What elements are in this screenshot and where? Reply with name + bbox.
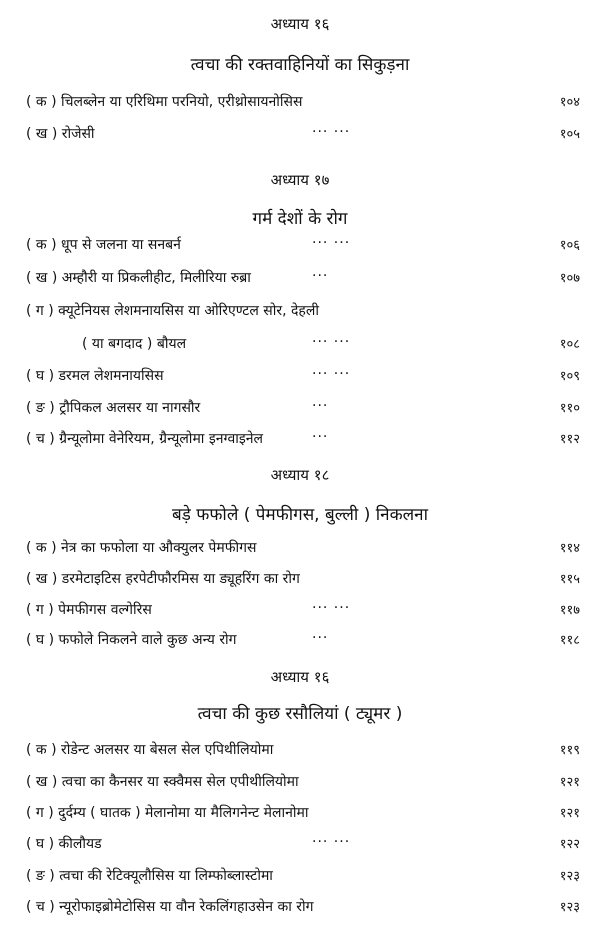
entry-label: ( च ) ग्रैन्यूलोमा वेनेरियम, ग्रैन्यूलोमा इनग्वाइनेल xyxy=(26,431,264,447)
chapter-heading: अध्याय १६ xyxy=(270,15,330,33)
chapter-heading: अध्याय १६ xyxy=(270,668,330,686)
entry-label: ( क ) रोडेन्ट अलसर या बेसल सेल एपिथीलियोमा xyxy=(26,742,274,758)
entry-page-number: १२३ xyxy=(559,900,580,915)
toc-entry xyxy=(0,235,600,261)
entry-label: ( घ ) कीलौयड xyxy=(26,836,102,852)
entry-label: ( ग ) क्यूटेनियस लेशमनायसिस या ओरिएण्टल सोर, देहली xyxy=(26,303,319,319)
entry-label: ( ङ ) ट्रौपिकल अलसर या नागसौर xyxy=(26,400,201,416)
entry-page-number: १२२ xyxy=(559,837,580,852)
entry-label: ( च ) न्यूरोफाइब्रोमेटोसिस या वौन रेकलिंगहाउसेन का रोग xyxy=(26,899,314,915)
entry-label: ( ङ ) त्वचा की रेटिक्यूलौसिस या लिम्फोब्लास्टोमा xyxy=(26,868,273,884)
entry-page-number: १०८ xyxy=(559,337,580,352)
toc-entry xyxy=(0,866,600,892)
entry-leader: ··· ··· xyxy=(312,124,351,140)
toc-entry xyxy=(0,569,600,595)
toc-entry xyxy=(0,897,600,923)
entry-leader: ··· xyxy=(312,630,329,646)
entry-label: ( घ ) फफोले निकलने वाले कुछ अन्य रोग xyxy=(26,632,237,648)
toc-entry xyxy=(0,803,600,829)
entry-label: ( क ) चिलब्लेन या एरिथिमा परनियो, एरीथ्रोसायनोसिस xyxy=(26,94,303,110)
entry-page-number: १२१ xyxy=(559,806,580,821)
entry-page-number: १२३ xyxy=(559,869,580,884)
entry-page-number: ११४ xyxy=(559,541,580,556)
entry-page-number: १०४ xyxy=(559,95,580,110)
chapter-subtitle: त्वचा की रक्तवाहिनियों का सिकुड़ना xyxy=(190,55,410,75)
chapter-heading: अध्याय १८ xyxy=(270,466,330,484)
toc-entry xyxy=(0,429,600,455)
entry-leader: ··· xyxy=(312,398,329,414)
entry-label: ( ख ) त्वचा का कैनसर या स्क्वैमस सेल एपीथीलियोमा xyxy=(26,774,299,790)
toc-entry xyxy=(0,630,600,656)
entry-leader: ··· xyxy=(312,268,329,284)
toc-entry xyxy=(0,834,600,860)
entry-leader: ··· ··· xyxy=(312,834,351,850)
entry-page-number: ११० xyxy=(559,401,580,416)
toc-entry xyxy=(0,92,600,118)
entry-page-number: ११८ xyxy=(559,633,580,648)
entry-page-number: १०७ xyxy=(559,271,580,286)
entry-page-number: १०५ xyxy=(559,127,580,142)
toc-entry xyxy=(0,301,600,327)
entry-leader: ··· ··· xyxy=(312,235,351,251)
entry-leader: ··· ··· xyxy=(312,366,351,382)
entry-leader: ··· xyxy=(312,429,329,445)
entry-label: ( ख ) अम्हौरी या प्रिकलीहीट, मिलीरिया रुब्रा xyxy=(26,270,251,286)
chapter-heading: अध्याय १७ xyxy=(270,171,330,189)
toc-entry xyxy=(0,124,600,150)
entry-label: ( क ) नेत्र का फफोला या औक्युलर पेमफीगस xyxy=(26,540,257,556)
entry-page-number: ११७ xyxy=(559,603,580,618)
entry-page-number: ११२ xyxy=(559,432,580,447)
entry-page-number: ११५ xyxy=(559,572,580,587)
entry-page-number: ११९ xyxy=(559,743,580,758)
entry-label: ( क ) धूप से जलना या सनबर्न xyxy=(26,237,181,253)
chapter-subtitle: त्वचा की कुछ रसौलियां ( ट्यूमर ) xyxy=(197,704,403,724)
entry-leader: ··· ··· xyxy=(312,334,351,350)
chapter-subtitle: गर्म देशों के रोग xyxy=(252,209,348,229)
toc-entry xyxy=(0,538,600,564)
toc-entry xyxy=(0,772,600,798)
toc-entry xyxy=(0,398,600,424)
entry-page-number: १२१ xyxy=(559,775,580,790)
chapter-subtitle: बड़े फफोले ( पेमफीगस, बुल्ली ) निकलना xyxy=(172,505,428,525)
toc-entry xyxy=(0,600,600,626)
entry-label: ( ख ) डरमेटाइटिस हरपेटीफौरमिस या ड्यूहरिंग का रोग xyxy=(26,571,300,587)
entry-label: ( घ ) डरमल लेशमनायसिस xyxy=(26,368,164,384)
toc-entry-continuation xyxy=(0,334,600,360)
toc-entry xyxy=(0,268,600,294)
entry-leader: ··· ··· xyxy=(312,600,351,616)
entry-page-number: १०९ xyxy=(559,369,580,384)
toc-entry xyxy=(0,366,600,392)
entry-label: ( ग ) दुर्दम्य ( घातक ) मेलानोमा या मैलिगनेन्ट मेलानोमा xyxy=(26,805,309,821)
entry-label: ( या बगदाद ) बौयल xyxy=(82,336,187,352)
toc-entry xyxy=(0,740,600,766)
entry-label: ( ग ) पेमफीगस वल्गेरिस xyxy=(26,602,152,618)
entry-page-number: १०६ xyxy=(559,238,580,253)
entry-label: ( ख ) रोजेसी xyxy=(26,126,95,142)
